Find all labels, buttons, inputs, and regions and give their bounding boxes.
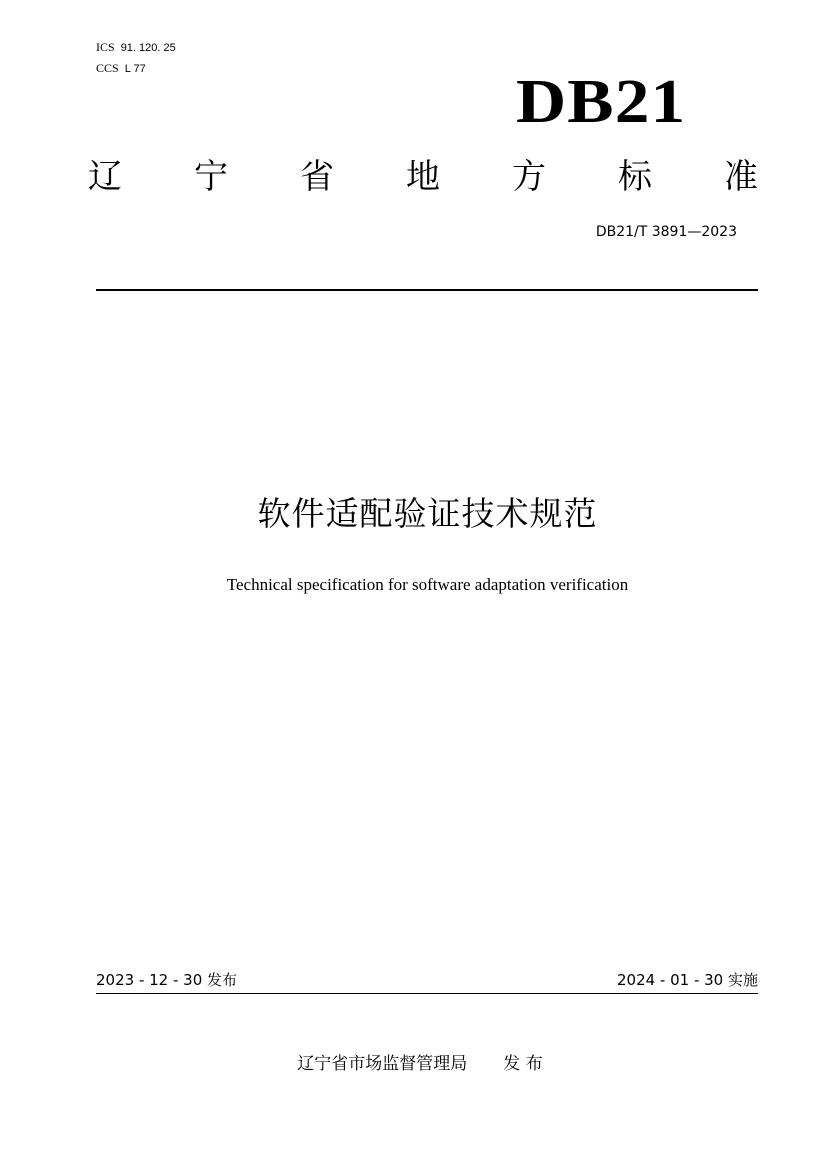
standard-number: DB21/T 3891—2023 xyxy=(595,224,737,240)
issue-date: 2023 - 12 - 30 发布 xyxy=(96,971,238,989)
standard-type-char: 宁 xyxy=(194,157,228,197)
ccs-value: L 77 xyxy=(124,63,146,75)
publisher-line xyxy=(0,1053,815,1075)
footer-divider xyxy=(96,993,758,994)
standard-type-heading xyxy=(88,156,758,198)
implementation-date: 2024 - 01 - 30 实施 xyxy=(616,971,758,989)
standard-type-char: 地 xyxy=(406,157,440,197)
title-english: Technical specification for software adaptation verification xyxy=(226,575,629,594)
standard-type-char: 标 xyxy=(618,157,652,197)
db-logo: DB21 xyxy=(516,68,687,136)
ccs-code xyxy=(96,62,146,76)
standard-type-char: 省 xyxy=(300,157,334,197)
ccs-label: CCS xyxy=(96,61,119,75)
header-divider xyxy=(96,289,758,291)
publisher-action: 发 布 xyxy=(503,1054,543,1074)
standard-type-char: 辽 xyxy=(88,157,122,197)
ics-code xyxy=(96,41,176,55)
standard-type-char: 方 xyxy=(512,157,546,197)
title-chinese: 软件适配验证技术规范 xyxy=(257,494,598,533)
standard-type-char: 准 xyxy=(724,157,758,197)
ics-label: ICS xyxy=(96,40,115,54)
ics-value: 91. 120. 25 xyxy=(120,42,176,54)
publisher-name: 辽宁省市场监督管理局 xyxy=(297,1054,468,1074)
